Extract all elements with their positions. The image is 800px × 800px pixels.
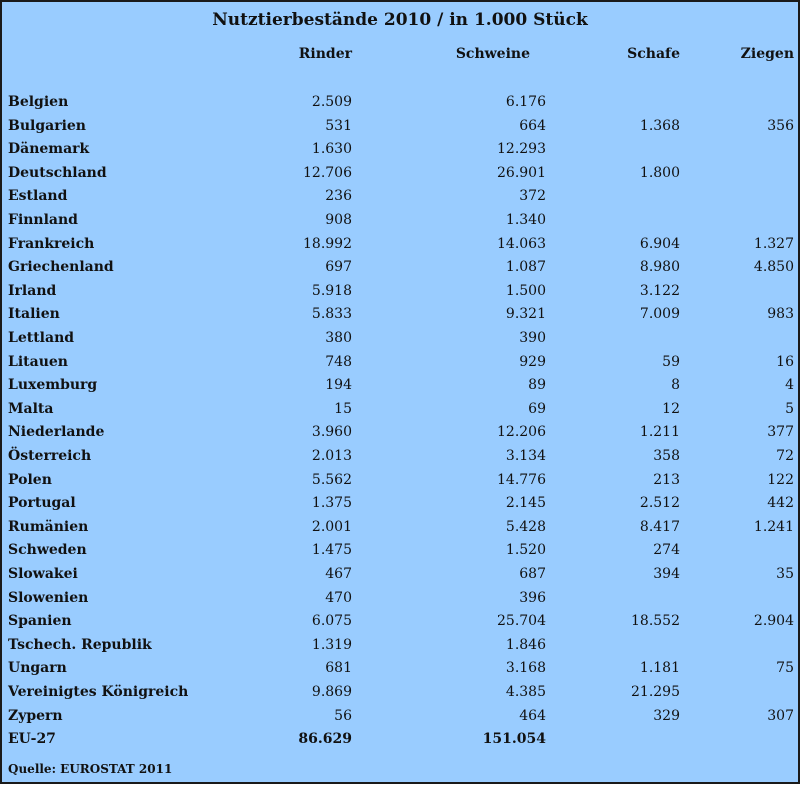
table-row (2, 115, 798, 139)
cell-schweine: 687 (519, 566, 546, 582)
cell-country: Litauen (8, 353, 68, 370)
cell-rinder: 2.001 (311, 518, 352, 535)
cell-ziegen: 16 (776, 353, 794, 370)
cell-schafe: 274 (653, 542, 680, 559)
table-row (2, 185, 798, 209)
cell-schweine: 390 (519, 330, 546, 346)
cell-schweine: 372 (519, 188, 546, 205)
cell-country: Frankreich (8, 235, 95, 252)
cell-rinder: 1.475 (311, 542, 352, 559)
cell-schweine: 25.704 (497, 613, 546, 630)
cell-schafe: 1.800 (639, 164, 680, 181)
cell-country: Griechenland (8, 259, 114, 276)
cell-country: Portugal (8, 495, 76, 512)
cell-country: Niederlande (8, 424, 105, 441)
table-row (2, 233, 798, 257)
cell-country: Belgien (8, 94, 69, 110)
table-total-row (2, 728, 798, 752)
table-row (2, 421, 798, 445)
cell-schweine: 929 (519, 353, 546, 370)
cell-rinder: 748 (325, 353, 352, 370)
cell-schweine: 14.063 (497, 235, 546, 252)
cell-ziegen: 1.241 (753, 518, 794, 535)
cell-rinder: 236 (325, 188, 352, 205)
cell-rinder: 56 (334, 707, 352, 724)
table-row (2, 303, 798, 327)
table-row (2, 681, 798, 705)
cell-country: Slowakei (8, 566, 78, 582)
cell-schafe: 213 (653, 471, 680, 488)
cell-schweine: 9.321 (505, 306, 546, 323)
cell-rinder: 5.833 (311, 306, 352, 323)
cell-country: Malta (8, 400, 54, 417)
cell-schafe: 329 (653, 707, 680, 724)
cell-country: Dänemark (8, 141, 90, 158)
cell-schafe: 7.009 (639, 306, 680, 323)
cell-rinder: 697 (325, 259, 352, 276)
cell-schafe: 358 (653, 448, 680, 464)
table-row (2, 256, 798, 280)
cell-schafe: 21.295 (631, 684, 680, 700)
cell-country: Österreich (8, 448, 92, 464)
cell-country: Polen (8, 471, 52, 488)
cell-schweine: 1.340 (505, 212, 546, 228)
cell-schweine: 1.087 (505, 259, 546, 276)
cell-country: Zypern (8, 707, 63, 724)
cell-ziegen: 1.327 (753, 235, 794, 252)
cell-schweine: 6.176 (505, 94, 546, 110)
cell-rinder: 2.509 (311, 94, 352, 110)
cell-rinder: 908 (325, 212, 352, 228)
cell-country: Spanien (8, 613, 72, 630)
cell-country: Ungarn (8, 660, 67, 677)
cell-rinder: 9.869 (311, 684, 352, 700)
cell-schweine: 664 (519, 117, 546, 134)
table-row (2, 610, 798, 634)
cell-country: Irland (8, 282, 57, 299)
table-row (2, 563, 798, 587)
table-row (2, 539, 798, 563)
cell-schafe: 6.904 (639, 235, 680, 252)
cell-schafe: 59 (662, 353, 680, 370)
table-row (2, 634, 798, 658)
cell-schafe: 18.552 (631, 613, 680, 630)
cell-schafe: 1.211 (639, 424, 680, 441)
cell-ziegen: 2.904 (753, 613, 794, 630)
cell-rinder: 5.918 (311, 282, 352, 299)
cell-schweine: 1.846 (505, 636, 546, 653)
cell-schweine: 396 (519, 589, 546, 606)
cell-country: Tschech. Republik (8, 636, 152, 653)
cell-rinder: 1.630 (311, 141, 352, 158)
header-schweine: Schweine (455, 46, 530, 62)
table-row (2, 445, 798, 469)
cell-schweine: 1.520 (505, 542, 546, 559)
cell-rinder: 681 (325, 660, 352, 677)
cell-rinder: 380 (325, 330, 352, 346)
cell-rinder: 531 (325, 117, 352, 134)
cell-rinder: 467 (325, 566, 352, 582)
cell-country: Bulgarien (8, 117, 86, 134)
cell-schweine: 3.134 (505, 448, 546, 464)
cell-ziegen: 983 (767, 306, 794, 323)
cell-ziegen: 5 (785, 400, 794, 417)
cell-rinder: 6.075 (311, 613, 352, 630)
cell-rinder: 194 (325, 377, 352, 394)
header-ziegen: Ziegen (740, 46, 794, 62)
cell-schafe: 8 (671, 377, 680, 394)
cell-schafe: 1.181 (639, 660, 680, 677)
cell-rinder: 470 (325, 589, 352, 606)
cell-schweine: 4.385 (505, 684, 546, 700)
cell-rinder: 1.375 (311, 495, 352, 512)
table-row (2, 91, 798, 115)
cell-rinder: 86.629 (298, 731, 352, 748)
cell-country: Schweden (8, 542, 87, 559)
cell-ziegen: 4.850 (753, 259, 794, 276)
cell-rinder: 2.013 (311, 448, 352, 464)
table-row (2, 657, 798, 681)
cell-schafe: 2.512 (639, 495, 680, 512)
cell-ziegen: 442 (767, 495, 794, 512)
cell-country: EU-27 (8, 731, 56, 748)
cell-country: Finnland (8, 212, 78, 228)
cell-ziegen: 377 (767, 424, 794, 441)
cell-schweine: 14.776 (497, 471, 546, 488)
cell-schweine: 12.293 (497, 141, 546, 158)
cell-schweine: 464 (519, 707, 546, 724)
cell-schweine: 151.054 (482, 731, 546, 748)
table-row (2, 516, 798, 540)
source-note: Quelle: EUROSTAT 2011 (8, 762, 173, 776)
table-row (2, 587, 798, 611)
cell-ziegen: 356 (767, 117, 794, 134)
cell-schafe: 394 (653, 566, 680, 582)
cell-rinder: 3.960 (311, 424, 352, 441)
cell-country: Deutschland (8, 164, 107, 181)
cell-rinder: 12.706 (303, 164, 352, 181)
cell-rinder: 18.992 (303, 235, 352, 252)
cell-ziegen: 75 (776, 660, 794, 677)
cell-schafe: 1.368 (639, 117, 680, 134)
cell-schweine: 5.428 (505, 518, 546, 535)
cell-country: Luxemburg (8, 377, 98, 394)
cell-schweine: 3.168 (505, 660, 546, 677)
table-row (2, 138, 798, 162)
table-row (2, 280, 798, 304)
table-row (2, 398, 798, 422)
cell-schweine: 26.901 (497, 164, 546, 181)
cell-country: Rumänien (8, 518, 89, 535)
cell-country: Estland (8, 188, 68, 205)
cell-schweine: 69 (528, 400, 546, 417)
cell-schafe: 8.417 (639, 518, 680, 535)
table-row (2, 492, 798, 516)
table-row (2, 162, 798, 186)
header-schafe: Schafe (627, 46, 680, 62)
header-rinder: Rinder (298, 46, 352, 62)
cell-ziegen: 4 (785, 377, 794, 394)
cell-rinder: 15 (334, 400, 352, 417)
cell-rinder: 1.319 (311, 636, 352, 653)
cell-rinder: 5.562 (311, 471, 352, 488)
cell-country: Italien (8, 306, 60, 323)
cell-schweine: 2.145 (505, 495, 546, 512)
table-row (2, 705, 798, 729)
cell-schweine: 1.500 (505, 282, 546, 299)
cell-schweine: 89 (528, 377, 546, 394)
table-row (2, 209, 798, 233)
table-row (2, 327, 798, 351)
cell-country: Lettland (8, 330, 75, 346)
cell-ziegen: 122 (767, 471, 794, 488)
cell-schafe: 12 (662, 400, 680, 417)
cell-country: Vereinigtes Königreich (8, 684, 189, 700)
table-row (2, 351, 798, 375)
cell-ziegen: 307 (767, 707, 794, 724)
cell-country: Slowenien (8, 589, 89, 606)
cell-ziegen: 72 (776, 448, 794, 464)
cell-schafe: 8.980 (639, 259, 680, 276)
table-row (2, 374, 798, 398)
cell-schweine: 12.206 (497, 424, 546, 441)
cell-schafe: 3.122 (639, 282, 680, 299)
cell-ziegen: 35 (776, 566, 794, 582)
table-title: Nutztierbestände 2010 / in 1.000 Stück (212, 10, 588, 30)
table-row (2, 469, 798, 493)
